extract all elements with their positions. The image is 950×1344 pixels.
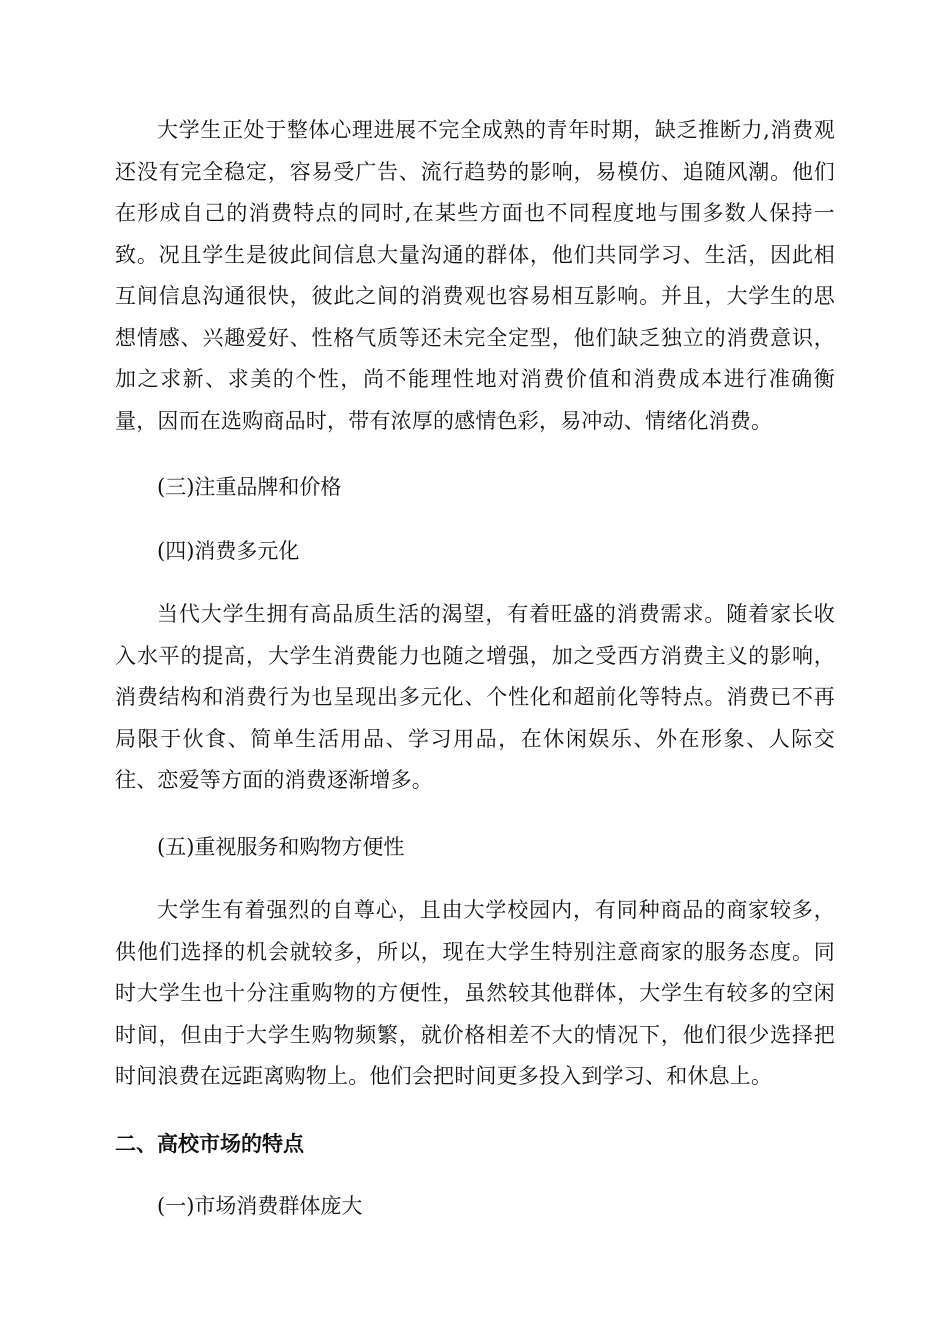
document-body — [115, 110, 835, 1228]
paragraph-diversified: 当代大学生拥有高品质生活的渴望，有着旺盛的消费需求。随着家长收入水平的提高，大学生消费能力也随之增强，加之受西方消费主义的影响，消费结构和消费行为也呈现出多元化、个性化和超前化等特点。消费已不再局限于伙食、简单生活用品、学习用品，在休闲娱乐、外在形象、人际交往、恋爱等方面的消费逐渐增多。 — [115, 602, 835, 792]
subheading-brand-price: (三)注重品牌和价格 — [157, 475, 342, 499]
subheading-service-convenience: (五)重视服务和购物方便性 — [157, 834, 405, 859]
subheading-diversified: (四)消费多元化 — [157, 538, 300, 563]
paragraph-service: 大学生有着强烈的自尊心，且由大学校园内，有同种商品的商家较多，供他们选择的机会就较多，所以，现在大学生特别注意商家的服务态度。同时大学生也十分注重购物的方便性，虽然较其他群体，大学生有较多的空闲时间，但由于大学生购物频繁，就价格相差不大的情况下，他们很少选择把时间浪费在远距离购物上。他们会把时间更多投入到学习、和休息上。 — [115, 898, 835, 1088]
subheading-large-group: (一)市场消费群体庞大 — [157, 1194, 363, 1218]
paragraph-psychology: 大学生正处于整体心理进展不完全成熟的青年时期，缺乏推断力,消费观还没有完全稳定，容易受广告、流行趋势的影响，易模仿、追随风潮。他们在形成自己的消费特点的同时,在某些方面也不同程度地与围多数人保持一致。况且学生是彼此间信息大量沟通的群体，他们共同学习、生活，因此相互间信息沟通很快，彼此之间的消费观也容易相互影响。并且，大学生的思想情感、兴趣爱好、性格气质等还未完全定型，他们缺乏独立的消费意识，加之求新、求美的个性，尚不能理性地对消费价值和消费成本进行准确衡量，因而在选购商品时，带有浓厚的感情色彩，易冲动、情绪化消费。 — [115, 118, 835, 433]
section-heading-market: 二、高校市场的特点 — [115, 1130, 304, 1156]
